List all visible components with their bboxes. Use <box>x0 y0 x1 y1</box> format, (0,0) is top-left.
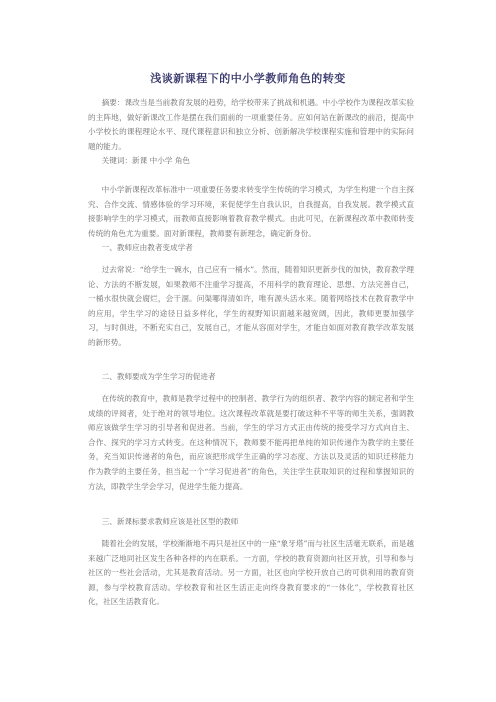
section-heading-2: 二、教师要成为学生学习的促进者 <box>101 372 216 381</box>
section-heading-3: 三、新课标要求教师应该是社区型的教师 <box>101 517 239 526</box>
intro-paragraph: 中小学新课程改革标准中一项重要任务要求转变学生传统的学习模式，为学生构建一个自主探究、合作交流、情感体验的学习环境，来促使学生自我认识，自我提高，自我发展。教学模式直接影响学生的学习模式，而教师直接影响着教育教学模式。由此可见，在新课程改革中教师转变传统的角色尤为重要。面对新课程，教师要有新理念，确定新身份。 <box>88 185 414 238</box>
section-1-paragraph: 过去常说：“给学生一碗水，自己应有一桶水”。然而，随着知识更新步伐的加快，教育教学理论、方法的不断发展，如果教师不注重学习提高，不用科学的教育理论、思想、方法完善自己，一桶水很快就会腐烂，会干涸。问渠哪得清如许，唯有源头活水来。随着网络技术在教育教学中的应用，学生学习的途径日益多样化，学生的视野知识面越来越宽阔，因此，教师更要加强学习，与时俱进，不断充实自己，发展自己，才能从容面对学生，才能自如面对教育教学改革发展的新形势。 <box>88 265 414 347</box>
document-title: 浅谈新课程下的中小学教师角色的转变 <box>150 72 346 85</box>
section-3-paragraph: 随着社会的发展，学校渐渐地不再只是社区中的一座“象牙塔”而与社区生活毫无联系，而是越来越广泛地同社区发生各种各样的内在联系。一方面，学校的教育资源向社区开放，引导和参与社区的一些社会活动，尤其是教育活动。另一方面，社区也向学校开放自己的可供利用的教育资源，参与学校教育活动。学校教育和社区生活正走向终身教育要求的“一体化”，学校教育社区化，社区生活教育化。 <box>88 539 414 607</box>
abstract-paragraph: 摘要：课改当是当前教育发展的趋势，给学校带来了挑战和机遇。中小学校作为课程改革实验的主阵地，做好新课改工作是摆在我们面前的一项重要任务。应如何站在新课改的前沿，提高中小学校长的课程理论水平、现代课程意识和独立分析、创新解决学校课程实施和管理中的实际问题的能力。 <box>88 98 414 151</box>
section-heading-1: 一、教师应由教者变成学者 <box>101 243 193 252</box>
keywords-line: 关键词：新课 中小学 角色 <box>101 156 191 165</box>
section-2-paragraph: 在传统的教育中，教师是教学过程中的控制者、教学行为的组织者、教学内容的制定者和学生成绩的评阅者，处于绝对的领导地位。这次课程改革就是要打破这种不平等的师生关系，强调教师应该做学生学习的引导者和促进者。当前，学生的学习方式正由传统的接受学习方式向自主、合作、探究的学习方式转变。在这种情况下，教师要不能再把单纯的知识传递作为教学的主要任务，充当知识传递者的角色，而应该把形成学生正确的学习态度、方法以及灵活的知识迁移能力作为教学的主要任务，担当起一个“学习促进者”的角色，关注学生获取知识的过程和掌握知识的方法，即教学生学会学习，促进学生能力提高。 <box>88 394 414 491</box>
